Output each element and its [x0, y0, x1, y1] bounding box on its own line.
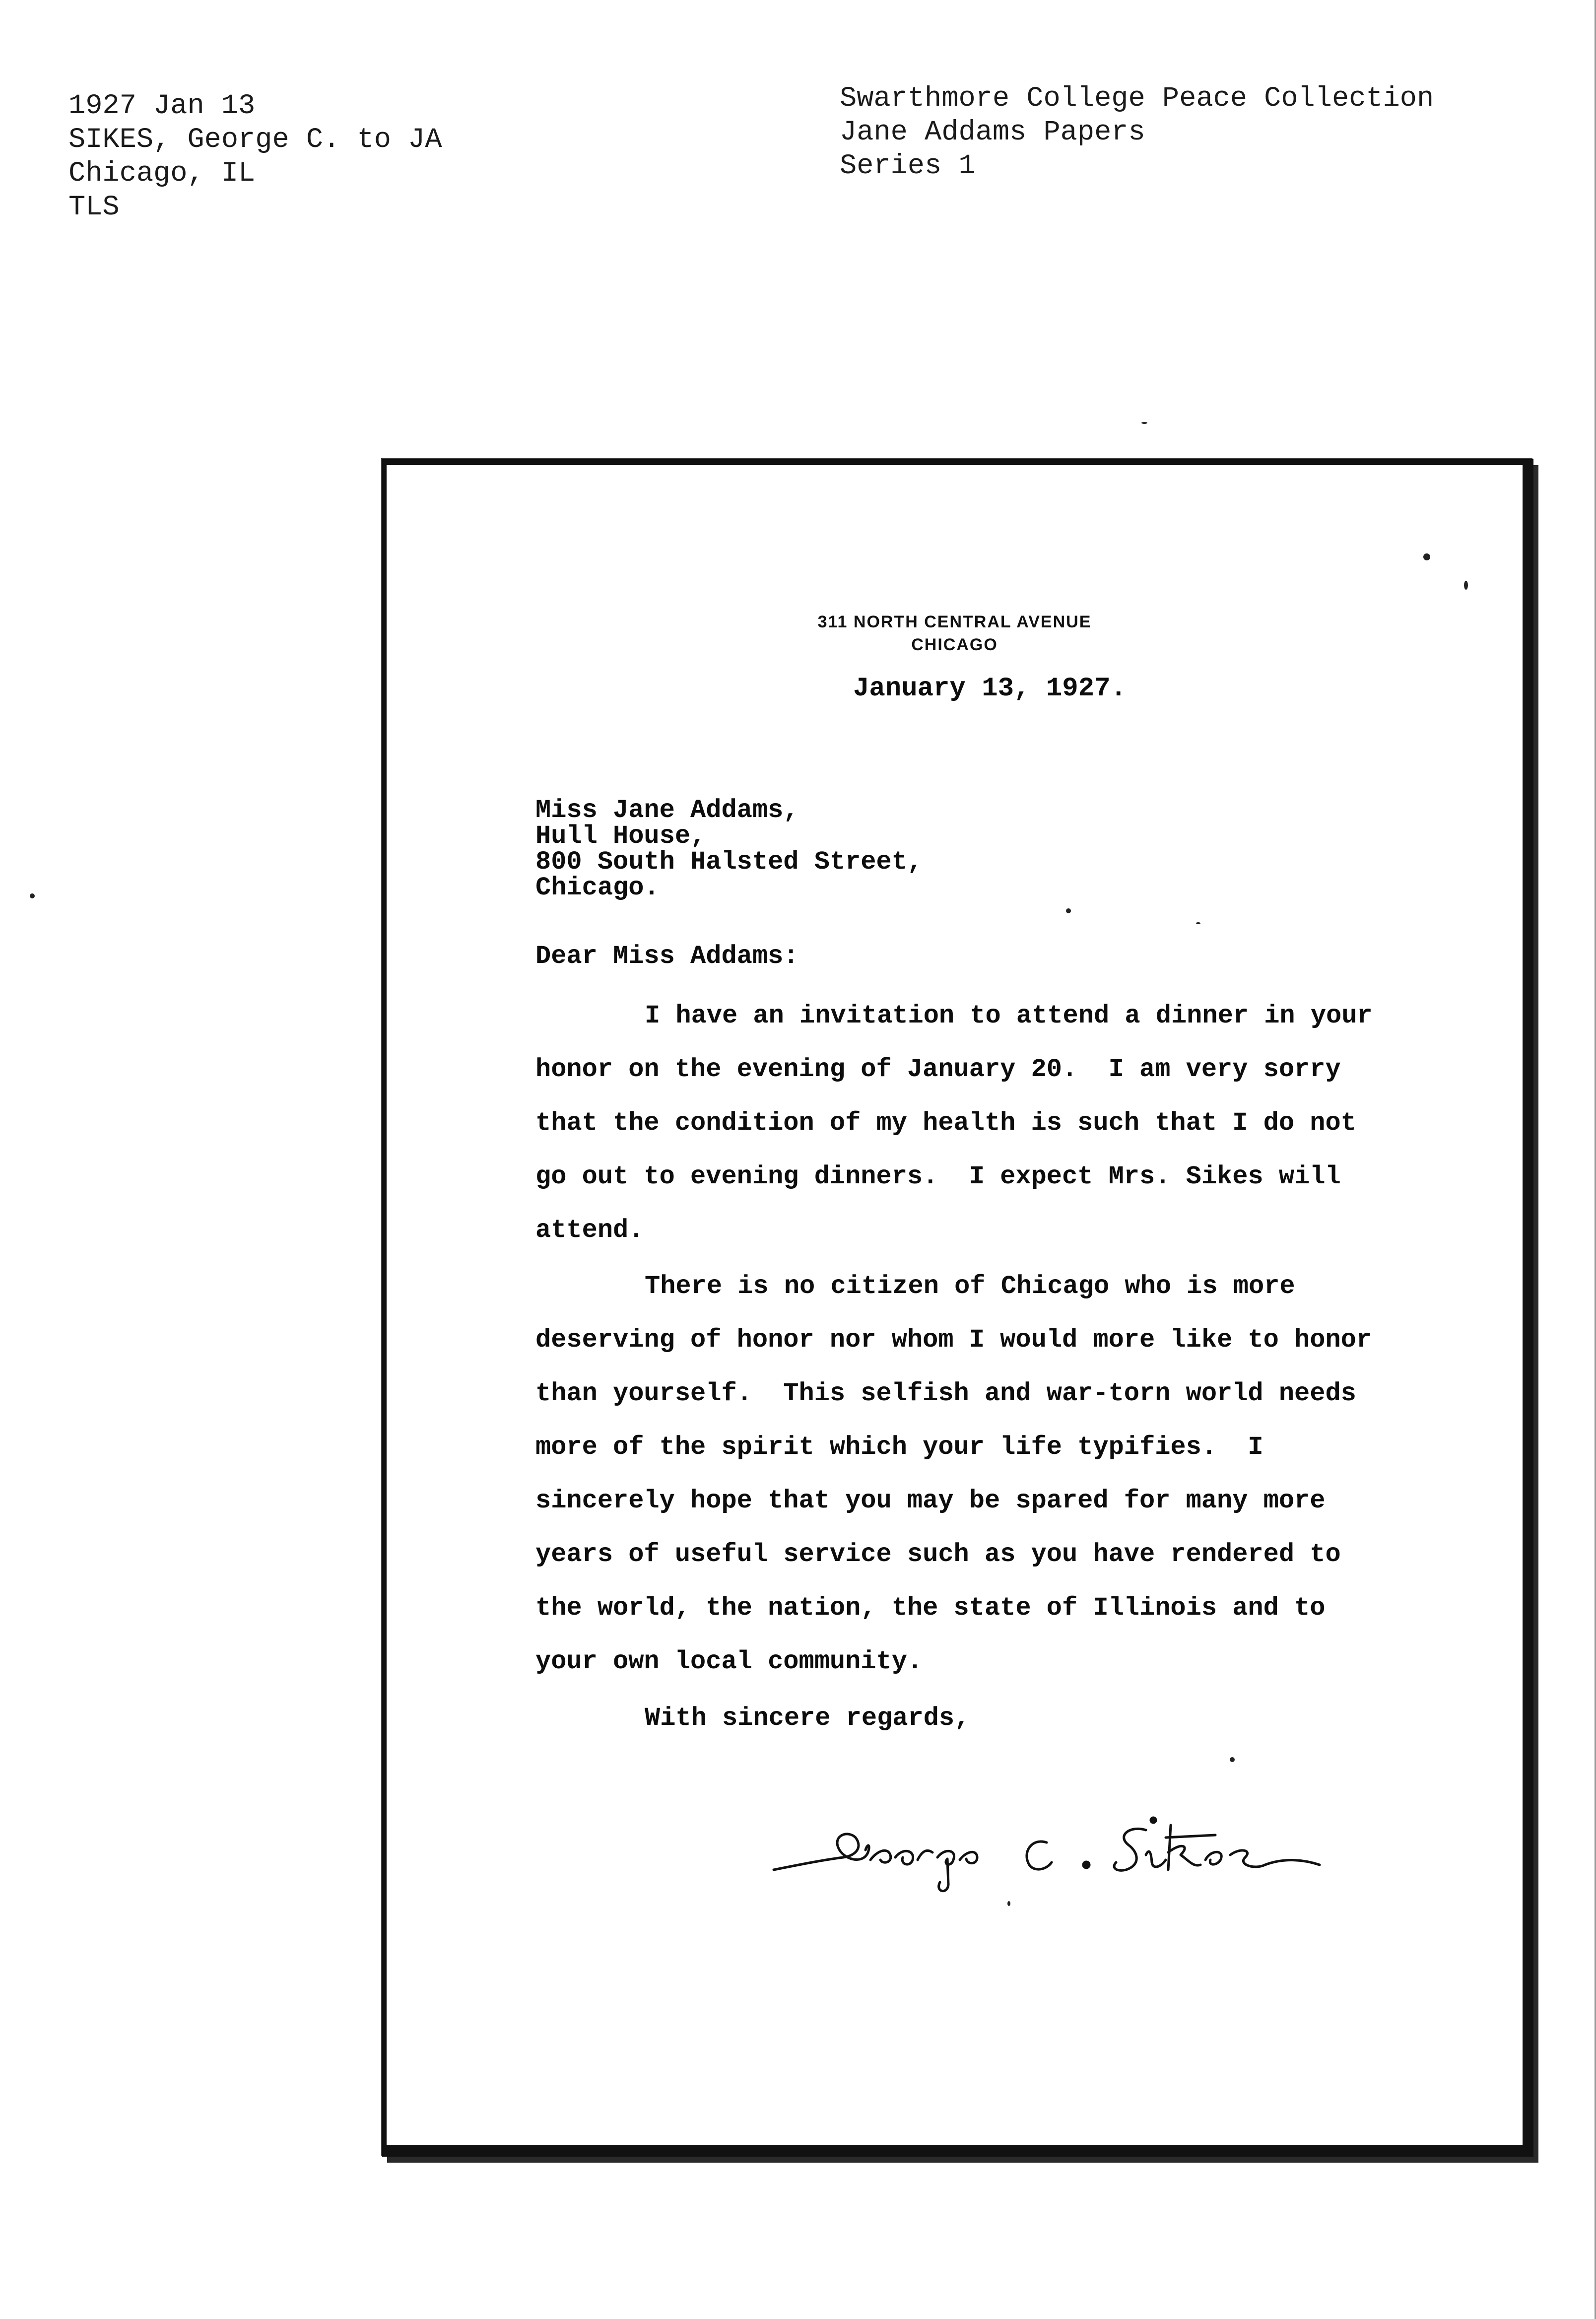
salutation: Dear Miss Addams:: [535, 942, 799, 971]
papers-name: Jane Addams Papers: [840, 117, 1145, 148]
archive-doc-type: TLS: [68, 192, 120, 223]
recipient-street: 800 South Halsted Street,: [535, 847, 923, 877]
letterhead-street: 311 NORTH CENTRAL AVENUE: [817, 613, 1092, 631]
archive-date: 1927 Jan 13: [68, 90, 256, 122]
archive-collection-info: [840, 82, 1434, 183]
closing: With sincere regards,: [645, 1704, 970, 1733]
body-line: honor on the evening of January 20. I am very sorry: [535, 1055, 1341, 1084]
recipient-name: Miss Jane Addams,: [535, 796, 799, 825]
body-line: than yourself. This selfish and war-torn world needs: [535, 1379, 1356, 1408]
archive-location: Chicago, IL: [68, 158, 256, 190]
letterhead-city: CHICAGO: [911, 635, 998, 654]
recipient-city: Chicago.: [535, 873, 660, 902]
recipient-address: [535, 798, 923, 901]
archive-catalog-info: [68, 89, 442, 224]
body-line: more of the spirit which your life typifies. I: [535, 1432, 1264, 1462]
archive-correspondents: SIKES, George C. to JA: [68, 124, 442, 156]
body-line: I have an invitation to attend a dinner in your: [645, 1001, 1373, 1030]
body-line: attend.: [535, 1216, 644, 1245]
letter-date: January 13, 1927.: [853, 674, 1127, 704]
series-label: Series 1: [840, 150, 976, 182]
body-line: your own local community.: [535, 1647, 923, 1676]
handwritten-signature-icon: [769, 1795, 1364, 1895]
body-line: go out to evening dinners. I expect Mrs. Sikes will: [535, 1162, 1341, 1191]
body-line: the world, the nation, the state of Illinois and to: [535, 1593, 1326, 1623]
collection-name: Swarthmore College Peace Collection: [840, 83, 1434, 115]
body-line: There is no citizen of Chicago who is more: [645, 1272, 1295, 1301]
letter-photocopy: [382, 459, 1533, 2157]
body-line: sincerely hope that you may be spared for many more: [535, 1486, 1326, 1515]
body-line: that the condition of my health is such that I do not: [535, 1108, 1356, 1138]
body-line: deserving of honor nor whom I would more like to honor: [535, 1325, 1372, 1355]
recipient-org: Hull House,: [535, 821, 706, 851]
body-line: years of useful service such as you have rendered to: [535, 1540, 1341, 1569]
